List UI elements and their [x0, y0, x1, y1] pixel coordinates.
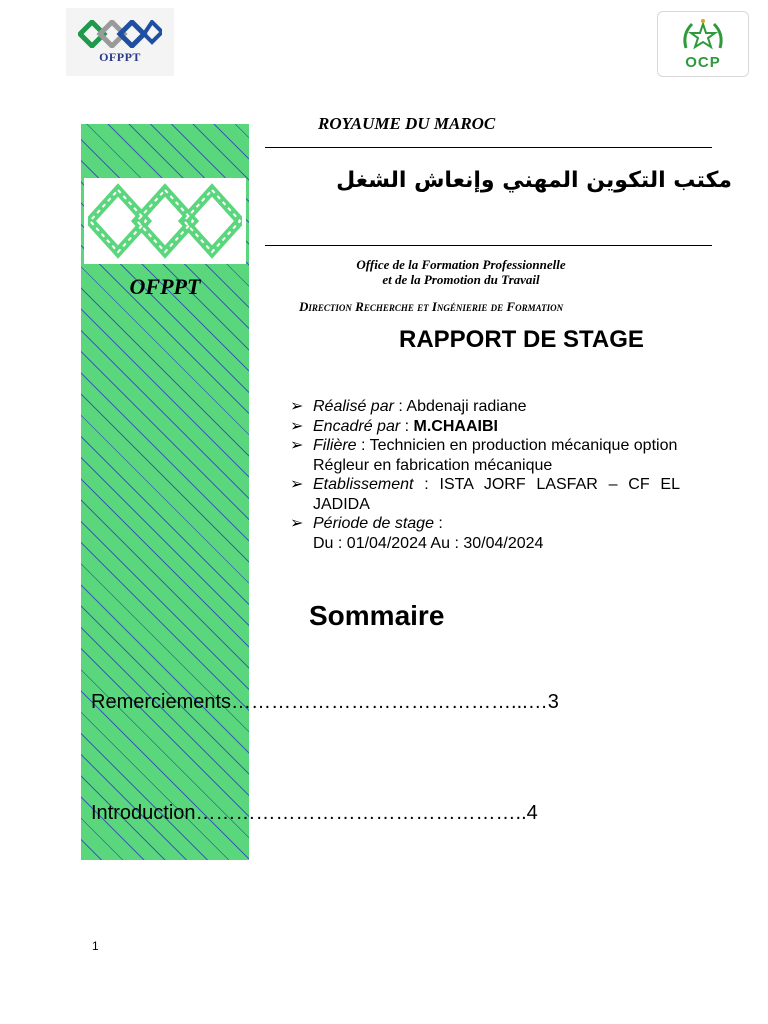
info-value: : Technicien en production mécanique option Régleur en fabrication mécanique [313, 437, 678, 474]
info-label: Filière [313, 437, 357, 454]
report-title: RAPPORT DE STAGE [399, 326, 644, 353]
info-periode [290, 514, 680, 553]
report-info-list [290, 397, 680, 553]
arrow-bullet-icon: ➢ [290, 398, 304, 415]
office-line-1: Office de la Formation Professionnelle [356, 257, 566, 272]
direction-name [299, 299, 629, 315]
ofppt-logo [66, 8, 174, 76]
toc-entry-label: Remerciements [91, 691, 232, 713]
header-divider-bottom [265, 245, 712, 246]
ocp-logo [657, 11, 749, 77]
arrow-bullet-icon: ➢ [290, 476, 304, 493]
arrow-bullet-icon: ➢ [290, 515, 304, 532]
info-encadre [290, 417, 680, 437]
summary-heading: Sommaire [309, 600, 445, 631]
header-divider-top [265, 147, 712, 148]
toc-entry [91, 691, 631, 714]
direction-text: Direction Recherche et Ingénierie de Formation [299, 299, 564, 314]
office-line-2: et de la Promotion du Travail [382, 272, 540, 287]
sidebar-ofppt-emblem [84, 178, 246, 264]
ocp-star-wreath-icon [680, 18, 726, 54]
info-label: Réalisé par [313, 398, 394, 415]
ocp-logo-label: OCP [685, 54, 721, 71]
toc-entry-dots: ………………………………………….. [195, 802, 527, 824]
ofppt-logo-label: OFPPT [99, 50, 141, 64]
info-filiere [290, 436, 680, 475]
toc-entry [91, 802, 631, 825]
info-value: Du : 01/04/2024 Au : 30/04/2024 [313, 534, 544, 552]
info-value: M.CHAAIBI [413, 417, 498, 435]
info-label: Etablissement [313, 476, 414, 493]
info-label: Encadré par [313, 417, 401, 435]
arrow-bullet-icon: ➢ [290, 417, 304, 435]
info-etablissement [290, 475, 680, 514]
info-value: : ISTA JORF LASFAR – CF EL JADIDA [313, 476, 680, 513]
toc-entry-label: Introduction [91, 802, 196, 824]
page-number: 1 [92, 939, 99, 953]
arrow-bullet-icon: ➢ [290, 437, 304, 454]
toc-entry-page: 4 [526, 802, 538, 824]
kingdom-heading: ROYAUME DU MAROC [318, 114, 496, 133]
toc-entry-dots: ……………………………………...… [231, 691, 548, 713]
info-separator: : [400, 417, 414, 435]
info-value: : Abdenaji radiane [393, 398, 527, 415]
toc-entry-page: 3 [547, 691, 559, 713]
info-realise [290, 397, 680, 417]
arabic-office-name: مكتب التكوين المهني وإنعاش الشغل [336, 168, 732, 193]
ofppt-emblem-icon [88, 182, 242, 260]
office-name [300, 257, 622, 287]
info-separator: : [433, 515, 443, 532]
info-label: Période de stage [313, 515, 434, 532]
ofppt-diamonds-icon [78, 20, 162, 48]
sidebar-ofppt-label: OFPPT [129, 274, 201, 299]
